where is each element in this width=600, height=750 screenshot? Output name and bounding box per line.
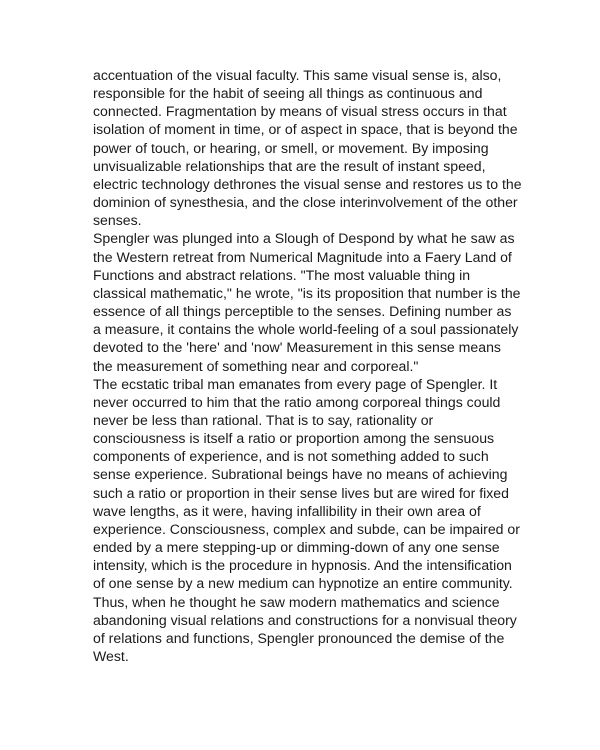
text-line: never occurred to him that the ratio among corporeal things could [93, 393, 501, 410]
text-line: senses. [93, 212, 142, 229]
text-line: responsible for the habit of seeing all things as continuous and [93, 85, 483, 102]
text-line: Thus, when he thought he saw modern mathematics and science [93, 593, 500, 610]
text-line: dominion of synesthesia, and the close interinvolvement of the other [93, 194, 518, 211]
text-line: isolation of moment in time, or of aspect in space, that is beyond the [93, 121, 518, 138]
text-line: the measurement of something near and corporeal." [93, 357, 419, 374]
text-line: connected. Fragmentation by means of visual stress occurs in that [93, 103, 507, 120]
text-line: a measure, it contains the whole world-feeling of a soul passionately [93, 321, 519, 338]
text-line: Spengler was plunged into a Slough of Despond by what he saw as [93, 230, 515, 247]
text-line: wave lengths, as it were, having infallibility in their own area of [93, 502, 481, 519]
text-line: such a ratio or proportion in their sense lives but are wired for fixed [93, 484, 509, 501]
text-line: ended by a mere stepping-up or dimming-down of any one sense [93, 539, 500, 556]
text-line: of one sense by a new medium can hypnotize an entire community. [93, 575, 513, 592]
paragraph-tribal-man [93, 375, 533, 666]
paragraph-visual-sense [93, 66, 533, 229]
text-line: intensity, which is the procedure in hypnosis. And the intensification [93, 557, 512, 574]
paragraph-spengler-despond [93, 229, 533, 374]
document-page [93, 66, 533, 665]
text-line: power of touch, or hearing, or smell, or movement. By imposing [93, 139, 489, 156]
text-line: essence of all things perceptible to the senses. Defining number as [93, 303, 512, 320]
text-line: the Western retreat from Numerical Magnitude into a Faery Land of [93, 248, 512, 265]
text-line: consciousness is itself a ratio or proportion among the sensuous [93, 430, 495, 447]
text-line: sense experience. Subrational beings have no means of achieving [93, 466, 508, 483]
text-line: experience. Consciousness, complex and subde, can be impaired or [93, 520, 520, 537]
text-line: devoted to the 'here' and 'now' Measurement in this sense means [93, 339, 501, 356]
text-line: classical mathematic," he wrote, "is its proposition that number is the [93, 284, 521, 301]
text-line: abandoning visual relations and constructions for a nonvisual theory [93, 611, 517, 628]
text-line: of relations and functions, Spengler pronounced the demise of the [93, 629, 505, 646]
text-line: West. [93, 648, 129, 664]
text-line: electric technology dethrones the visual sense and restores us to the [93, 175, 522, 192]
text-line: unvisualizable relationships that are the result of instant speed, [93, 157, 486, 174]
text-line: The ecstatic tribal man emanates from every page of Spengler. It [93, 375, 498, 392]
text-line: never be less than rational. That is to say, rationality or [93, 411, 434, 428]
text-line: components of experience, and is not something added to such [93, 448, 489, 465]
text-line: Functions and abstract relations. "The most valuable thing in [93, 266, 471, 283]
text-line: accentuation of the visual faculty. This same visual sense is, also, [93, 67, 502, 83]
